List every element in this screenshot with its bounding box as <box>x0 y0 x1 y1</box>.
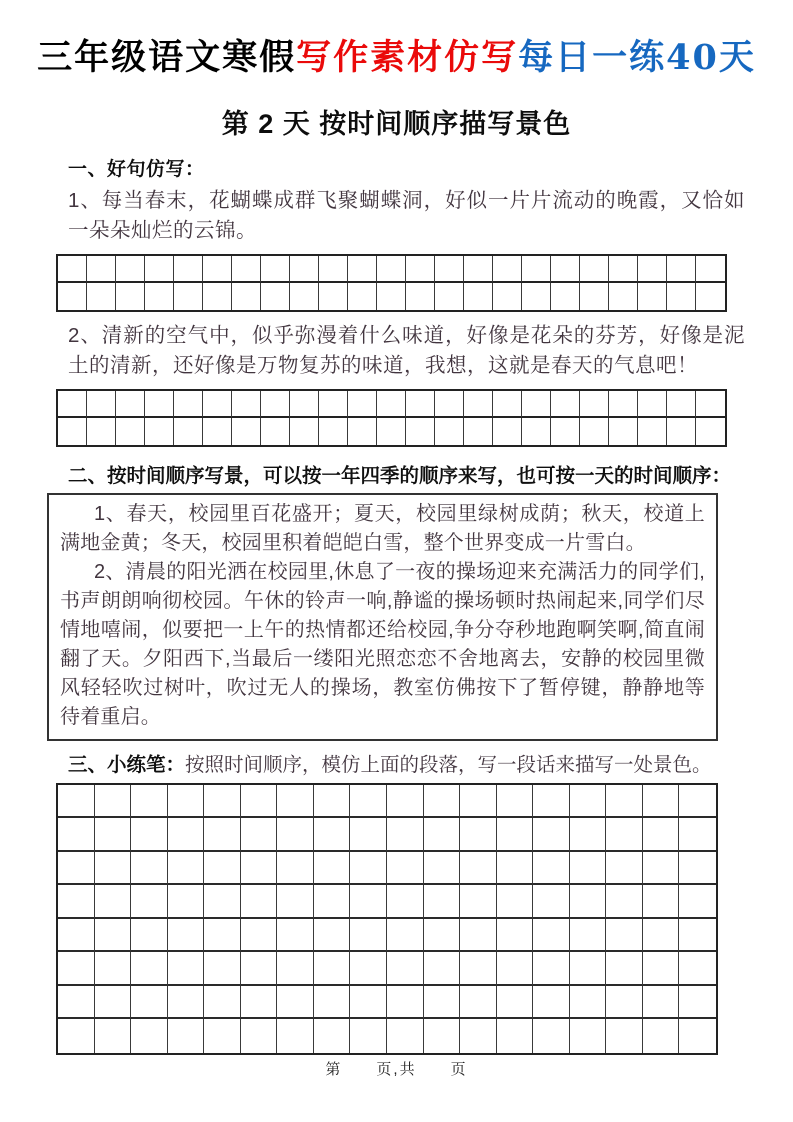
grid-cell <box>131 952 168 986</box>
grid-cell <box>377 256 406 283</box>
grid-cell <box>387 818 424 852</box>
grid-cell <box>497 919 534 953</box>
grid-cell <box>261 283 290 310</box>
grid-cell <box>609 418 638 445</box>
writing-grid-2 <box>56 389 727 447</box>
grid-cell <box>696 418 725 445</box>
grid-cell <box>667 418 696 445</box>
grid-cell <box>696 256 725 283</box>
grid-cell <box>95 952 132 986</box>
grid-cell <box>350 885 387 919</box>
grid-cell <box>350 986 387 1020</box>
grid-cell <box>643 986 680 1020</box>
grid-cell <box>58 283 87 310</box>
grid-cell <box>131 785 168 819</box>
grid-cell <box>606 952 643 986</box>
grid-cell <box>174 256 203 283</box>
grid-cell <box>377 418 406 445</box>
grid-cell <box>131 986 168 1020</box>
grid-cell <box>277 1019 314 1053</box>
grid-cell <box>241 952 278 986</box>
grid-cell <box>58 919 95 953</box>
grid-cell <box>58 818 95 852</box>
grid-cell <box>87 391 116 418</box>
example-paragraph-box <box>47 493 718 741</box>
grid-cell <box>145 391 174 418</box>
grid-cell <box>290 391 319 418</box>
grid-cell <box>406 283 435 310</box>
grid-cell <box>95 1019 132 1053</box>
grid-cell <box>241 785 278 819</box>
grid-cell <box>241 919 278 953</box>
grid-cell <box>424 952 461 986</box>
grid-cell <box>493 391 522 418</box>
grid-cell <box>643 818 680 852</box>
grid-cell <box>551 283 580 310</box>
grid-cell <box>232 256 261 283</box>
grid-cell <box>570 952 607 986</box>
grid-cell <box>606 1019 643 1053</box>
grid-cell <box>464 256 493 283</box>
grid-cell <box>464 418 493 445</box>
grid-cell <box>116 391 145 418</box>
grid-cell <box>204 852 241 886</box>
grid-cell <box>522 256 551 283</box>
grid-cell <box>116 283 145 310</box>
grid-cell <box>406 256 435 283</box>
grid-cell <box>497 852 534 886</box>
day-subtitle: 第 2 天 按时间顺序描写景色 <box>221 108 572 139</box>
grid-cell <box>277 919 314 953</box>
grid-cell <box>460 818 497 852</box>
grid-cell <box>232 391 261 418</box>
grid-cell <box>551 418 580 445</box>
grid-cell <box>241 885 278 919</box>
grid-cell <box>387 885 424 919</box>
grid-cell <box>551 256 580 283</box>
grid-cell <box>203 418 232 445</box>
grid-cell <box>174 391 203 418</box>
grid-cell <box>314 852 351 886</box>
grid-cell <box>460 986 497 1020</box>
grid-cell <box>497 986 534 1020</box>
grid-cell <box>58 256 87 283</box>
grid-cell <box>643 885 680 919</box>
grid-cell <box>497 885 534 919</box>
grid-cell <box>290 283 319 310</box>
composition-writing-grid <box>56 783 718 1055</box>
grid-cell <box>350 785 387 819</box>
grid-cell <box>116 418 145 445</box>
grid-cell <box>348 283 377 310</box>
grid-cell <box>424 785 461 819</box>
grid-cell <box>168 986 205 1020</box>
grid-cell <box>58 785 95 819</box>
grid-cell <box>643 1019 680 1053</box>
grid-cell <box>261 256 290 283</box>
grid-cell <box>174 418 203 445</box>
grid-cell <box>204 919 241 953</box>
grid-cell <box>232 418 261 445</box>
section3-heading-instruction: 按照时间顺序，模仿上面的段落，写一段话来描写一处景色。 <box>185 753 712 776</box>
grid-cell <box>377 283 406 310</box>
grid-cell <box>314 919 351 953</box>
grid-cell <box>387 919 424 953</box>
grid-cell <box>319 391 348 418</box>
grid-cell <box>570 919 607 953</box>
grid-cell <box>460 1019 497 1053</box>
grid-cell <box>387 785 424 819</box>
grid-cell <box>643 952 680 986</box>
grid-cell <box>606 852 643 886</box>
grid-cell <box>319 256 348 283</box>
grid-cell <box>638 283 667 310</box>
grid-cell <box>58 986 95 1020</box>
grid-cell <box>667 256 696 283</box>
grid-cell <box>277 952 314 986</box>
grid-cell <box>387 1019 424 1053</box>
grid-cell <box>643 919 680 953</box>
title-part-red: 写作素材仿写 <box>296 37 519 78</box>
grid-cell <box>277 818 314 852</box>
grid-cell <box>570 785 607 819</box>
grid-cell <box>116 256 145 283</box>
grid-cell <box>551 391 580 418</box>
grid-cell <box>435 418 464 445</box>
grid-cell <box>606 919 643 953</box>
section3-heading-label: 三、小练笔： <box>68 753 186 776</box>
grid-cell <box>131 1019 168 1053</box>
grid-cell <box>497 952 534 986</box>
grid-cell <box>377 391 406 418</box>
section1-sentence-1: 1、每当春末，花蝴蝶成群飞聚蝴蝶洞，好似一片片流动的晚霞，又恰如一朵朵灿烂的云锦。 <box>68 188 745 242</box>
grid-cell <box>609 391 638 418</box>
grid-cell <box>204 885 241 919</box>
grid-cell <box>533 885 570 919</box>
grid-cell <box>435 256 464 283</box>
grid-cell <box>679 919 716 953</box>
grid-cell <box>424 818 461 852</box>
grid-cell <box>667 283 696 310</box>
grid-cell <box>204 818 241 852</box>
section1-heading: 一、好句仿写： <box>68 158 205 180</box>
title-part-black: 三年级语文寒假 <box>37 37 297 78</box>
grid-cell <box>570 818 607 852</box>
grid-cell <box>319 418 348 445</box>
grid-cell <box>533 1019 570 1053</box>
grid-cell <box>290 418 319 445</box>
grid-cell <box>319 283 348 310</box>
grid-cell <box>277 885 314 919</box>
grid-cell <box>638 391 667 418</box>
grid-cell <box>679 986 716 1020</box>
grid-cell <box>424 885 461 919</box>
grid-cell <box>606 986 643 1020</box>
grid-cell <box>679 885 716 919</box>
grid-cell <box>522 391 551 418</box>
grid-cell <box>203 256 232 283</box>
grid-cell <box>131 885 168 919</box>
grid-cell <box>95 885 132 919</box>
grid-cell <box>424 986 461 1020</box>
example-paragraph-1: 1、春天，校园里百花盛开；夏天，校园里绿树成荫；秋天，校道上满地金黄；冬天，校园里积着皑皑白雪，整个世界变成一片雪白。 <box>60 502 705 554</box>
grid-cell <box>95 986 132 1020</box>
grid-cell <box>95 818 132 852</box>
grid-cell <box>609 256 638 283</box>
page-number-footer: 第 页,共 页 <box>325 1061 468 1078</box>
grid-cell <box>606 818 643 852</box>
grid-cell <box>314 785 351 819</box>
grid-cell <box>95 852 132 886</box>
grid-cell <box>679 852 716 886</box>
grid-cell <box>606 885 643 919</box>
grid-cell <box>314 818 351 852</box>
grid-cell <box>277 986 314 1020</box>
grid-cell <box>261 391 290 418</box>
grid-cell <box>145 256 174 283</box>
grid-cell <box>290 256 319 283</box>
grid-cell <box>145 418 174 445</box>
grid-cell <box>348 256 377 283</box>
grid-cell <box>638 418 667 445</box>
grid-cell <box>580 391 609 418</box>
grid-cell <box>609 283 638 310</box>
grid-cell <box>168 1019 205 1053</box>
grid-cell <box>314 952 351 986</box>
grid-cell <box>131 852 168 886</box>
grid-cell <box>131 818 168 852</box>
page-title <box>0 36 793 80</box>
grid-cell <box>464 391 493 418</box>
grid-cell <box>168 952 205 986</box>
grid-cell <box>464 283 493 310</box>
example-paragraph-2: 2、清晨的阳光洒在校园里,休息了一夜的操场迎来充满活力的同学们,书声朗朗响彻校园。午休的铃声一响,静谧的操场顿时热闹起来,同学们尽情地嘻闹，似要把一上午的热情都还给校园,争分夺秒地跑啊笑啊,简直闹翻了天。夕阳西下,当最后一缕阳光照恋恋不舍地离去，安静的校园里微风轻轻吹过树叶，吹过无人的操场，教室仿佛按下了暂停键，静静地等待着重启。 <box>60 560 705 728</box>
grid-cell <box>679 818 716 852</box>
grid-cell <box>638 256 667 283</box>
grid-cell <box>406 418 435 445</box>
grid-cell <box>643 785 680 819</box>
grid-cell <box>493 256 522 283</box>
grid-cell <box>204 986 241 1020</box>
grid-cell <box>204 785 241 819</box>
writing-grid-1 <box>56 254 727 312</box>
grid-cell <box>522 418 551 445</box>
grid-cell <box>643 852 680 886</box>
section3-heading <box>68 753 745 777</box>
grid-cell <box>460 919 497 953</box>
grid-cell <box>203 283 232 310</box>
grid-cell <box>87 418 116 445</box>
grid-cell <box>497 1019 534 1053</box>
grid-cell <box>387 952 424 986</box>
section1-sentence-2: 2、清新的空气中，似乎弥漫着什么味道，好像是花朵的芬芳，好像是泥土的清新，还好像是万物复苏的味道，我想，这就是春天的气息吧！ <box>68 323 745 377</box>
grid-cell <box>435 391 464 418</box>
grid-cell <box>580 256 609 283</box>
grid-cell <box>58 852 95 886</box>
grid-cell <box>460 885 497 919</box>
grid-cell <box>460 785 497 819</box>
grid-cell <box>350 952 387 986</box>
grid-cell <box>87 283 116 310</box>
grid-cell <box>533 919 570 953</box>
grid-cell <box>241 986 278 1020</box>
grid-cell <box>174 283 203 310</box>
grid-cell <box>58 391 87 418</box>
grid-cell <box>232 283 261 310</box>
grid-cell <box>696 391 725 418</box>
grid-cell <box>241 818 278 852</box>
grid-cell <box>314 1019 351 1053</box>
grid-cell <box>348 391 377 418</box>
title-part-blue: 每日一练40天 <box>518 37 756 78</box>
grid-cell <box>241 852 278 886</box>
grid-cell <box>533 852 570 886</box>
grid-cell <box>667 391 696 418</box>
grid-cell <box>493 283 522 310</box>
grid-cell <box>580 418 609 445</box>
grid-cell <box>58 885 95 919</box>
grid-cell <box>497 785 534 819</box>
grid-cell <box>348 418 377 445</box>
grid-cell <box>203 391 232 418</box>
grid-cell <box>606 785 643 819</box>
grid-cell <box>679 952 716 986</box>
grid-cell <box>580 283 609 310</box>
grid-cell <box>424 919 461 953</box>
grid-cell <box>533 818 570 852</box>
grid-cell <box>679 1019 716 1053</box>
grid-cell <box>493 418 522 445</box>
grid-cell <box>277 852 314 886</box>
grid-cell <box>696 283 725 310</box>
grid-cell <box>95 919 132 953</box>
grid-cell <box>424 852 461 886</box>
grid-cell <box>570 852 607 886</box>
grid-cell <box>533 952 570 986</box>
grid-cell <box>533 785 570 819</box>
grid-cell <box>204 952 241 986</box>
grid-cell <box>350 1019 387 1053</box>
grid-cell <box>570 885 607 919</box>
grid-cell <box>570 1019 607 1053</box>
grid-cell <box>168 919 205 953</box>
section2-heading: 二、按时间顺序写景，可以按一年四季的顺序来写，也可按一天的时间顺序： <box>68 464 732 487</box>
grid-cell <box>497 818 534 852</box>
grid-cell <box>58 418 87 445</box>
grid-cell <box>261 418 290 445</box>
grid-cell <box>435 283 464 310</box>
grid-cell <box>314 885 351 919</box>
grid-cell <box>387 852 424 886</box>
grid-cell <box>460 952 497 986</box>
grid-cell <box>145 283 174 310</box>
grid-cell <box>58 1019 95 1053</box>
grid-cell <box>87 256 116 283</box>
grid-cell <box>168 885 205 919</box>
grid-cell <box>168 852 205 886</box>
grid-cell <box>350 852 387 886</box>
grid-cell <box>424 1019 461 1053</box>
grid-cell <box>522 283 551 310</box>
grid-cell <box>350 818 387 852</box>
grid-cell <box>241 1019 278 1053</box>
grid-cell <box>168 818 205 852</box>
grid-cell <box>679 785 716 819</box>
grid-cell <box>387 986 424 1020</box>
grid-cell <box>131 919 168 953</box>
grid-cell <box>314 986 351 1020</box>
grid-cell <box>95 785 132 819</box>
grid-cell <box>533 986 570 1020</box>
grid-cell <box>204 1019 241 1053</box>
grid-cell <box>168 785 205 819</box>
grid-cell <box>350 919 387 953</box>
grid-cell <box>570 986 607 1020</box>
grid-cell <box>58 952 95 986</box>
grid-cell <box>406 391 435 418</box>
grid-cell <box>460 852 497 886</box>
grid-cell <box>277 785 314 819</box>
